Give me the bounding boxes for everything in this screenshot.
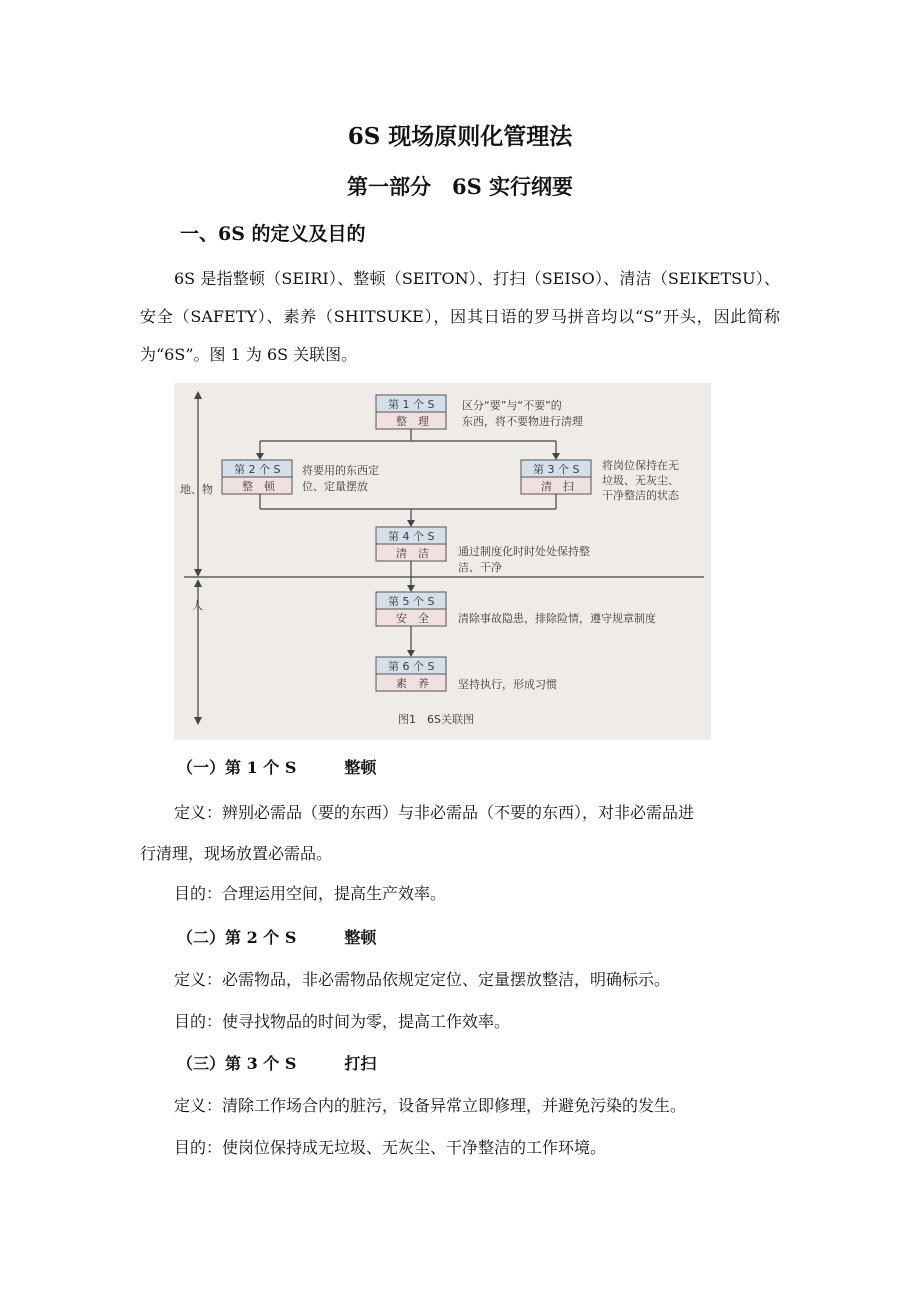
arrowhead-up-2 (194, 579, 202, 587)
arrowhead-down (194, 569, 202, 577)
node-1-desc2: 东西，将不要物进行清理 (462, 415, 583, 428)
s3-heading-name: 打扫 (344, 1054, 377, 1073)
node-3-desc1: 将岗位保持在无 (602, 459, 679, 472)
s3-def: 定义：清除工作场合内的脏污，设备异常立即修理，并避免污染的发生。 (174, 1096, 687, 1115)
node-4-bottom-text: 清 洁 (396, 547, 429, 560)
node-2-desc1: 将要用的东西定 (302, 464, 379, 477)
node-3-top-text: 第 3 个 S (533, 463, 580, 476)
node-2-desc2: 位、定量摆放 (302, 480, 368, 493)
figure-caption: 图1 6S关联图 (398, 713, 474, 726)
left-label-top: 地、物 (180, 483, 213, 496)
node-2-bottom-text: 整 顿 (242, 480, 275, 493)
6s-relation-figure (174, 383, 711, 740)
figure-diagram (174, 383, 711, 740)
arrowhead-node6 (407, 650, 415, 657)
arrowhead-node3 (552, 453, 560, 460)
node-1-desc1: 区分“要”与“不要”的 (462, 399, 562, 412)
node-4-top-text: 第 4 个 S (388, 530, 435, 543)
arrowhead-node5 (407, 585, 415, 592)
s2-heading (177, 925, 376, 948)
node-3-bottom-text: 清 扫 (541, 480, 574, 493)
s1-def-line1: 定义：辨别必需品（要的东西）与非必需品（不要的东西），对非必需品进 (174, 803, 695, 822)
left-label-bottom: 人 (192, 599, 203, 612)
node-5-top-text: 第 5 个 S (388, 595, 435, 608)
part-title: 第一部分 6S 实行纲要 (346, 174, 574, 199)
s2-goal: 目的：使寻找物品的时间为零，提高工作效率。 (174, 1012, 511, 1031)
node-3-desc2: 垃圾、无灰尘、 (602, 474, 679, 487)
s3-goal: 目的：使岗位保持成无垃圾、无灰尘、干净整洁的工作环境。 (174, 1138, 607, 1157)
node-5-bottom-text: 安 全 (396, 612, 429, 625)
s2-heading-label: （二）第 2 个 S (177, 928, 297, 947)
node-6-bottom-text: 素 养 (396, 677, 429, 690)
section-heading: 一、6S 的定义及目的 (180, 223, 366, 245)
node-6-desc1: 坚持执行，形成习惯 (458, 678, 557, 691)
s1-heading-label: （一）第 1 个 S (177, 758, 297, 777)
arrowhead-node2 (256, 453, 264, 460)
arrowhead-down-2 (194, 717, 202, 725)
node-6-top-text: 第 6 个 S (388, 660, 435, 673)
s2-heading-name: 整顿 (344, 928, 377, 947)
arrowhead-up (194, 391, 202, 399)
node-5-desc1: 清除事故隐患，排除险情，遵守规章制度 (458, 612, 656, 625)
s1-def-line2: 行清理，现场放置必需品。 (140, 844, 333, 863)
node-1-bottom-text: 整 理 (396, 415, 429, 428)
intro-paragraph: 6S 是指整顿（SEIRI）、整顿（SEITON）、打扫（SEISO）、清洁（SEIKETSU）、安全（SAFETY）、素养（SHITSUKE），因其日语的罗马拼音均以“S”开头，因此简称为“6S”。图 1 为 6S 关联图。 (140, 269, 780, 364)
node-2-top-text: 第 2 个 S (234, 463, 281, 476)
s1-goal: 目的：合理运用空间，提高生产效率。 (174, 884, 447, 903)
s1-heading (177, 755, 376, 778)
arrowhead-node4 (407, 520, 415, 527)
s1-heading-name: 整顿 (344, 758, 377, 777)
node-3-desc3: 干净整洁的状态 (602, 489, 679, 502)
s2-def: 定义：必需物品，非必需物品依规定定位、定量摆放整洁，明确标示。 (174, 970, 671, 989)
s3-heading (177, 1051, 376, 1074)
s3-heading-label: （三）第 3 个 S (177, 1054, 297, 1073)
node-1-top-text: 第 1 个 S (388, 398, 435, 411)
node-4-desc1: 通过制度化时时处处保持整 (458, 545, 590, 558)
document-title: 6S 现场原则化管理法 (347, 123, 573, 150)
node-4-desc2: 洁、干净 (458, 561, 502, 574)
